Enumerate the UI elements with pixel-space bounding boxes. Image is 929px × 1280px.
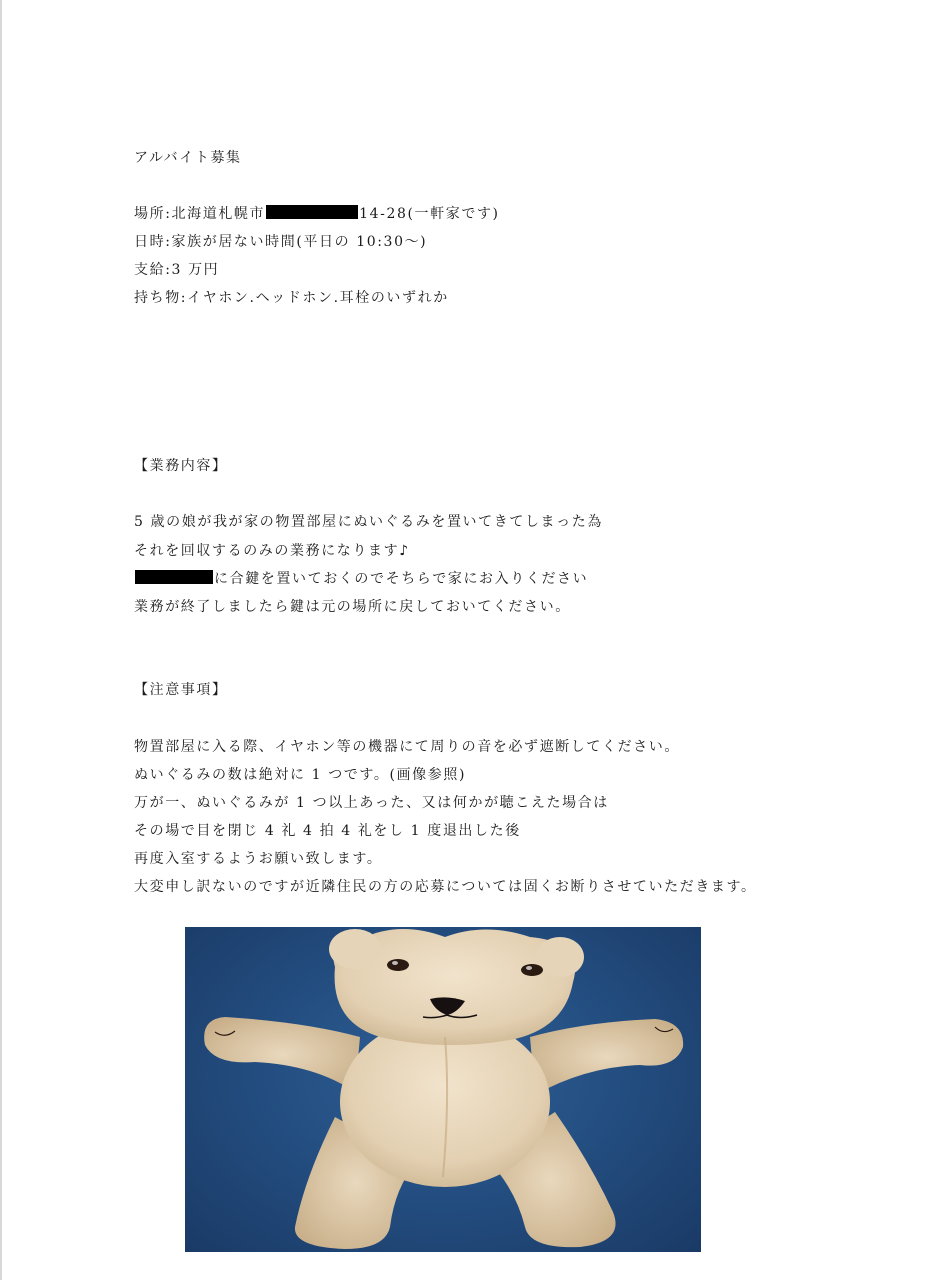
datetime-line: 日時:家族が居ない時間(平日の 10:30〜) xyxy=(134,234,428,250)
place-line xyxy=(134,204,500,224)
work-line-4: 業務が終了しましたら鍵は元の場所に戻しておいてください。 xyxy=(134,599,571,615)
document-title: アルバイト募集 xyxy=(134,150,242,166)
teddy-bear-photo xyxy=(185,927,701,1252)
teddy-bear-illustration xyxy=(185,927,701,1252)
place-suffix: 14-28(一軒家です) xyxy=(359,206,500,222)
notes-heading: 【注意事項】 xyxy=(134,682,228,698)
notes-line-6: 大変申し訳ないのですが近隣住民の方の応募については固くお断りさせていただきます。 xyxy=(134,879,757,895)
notes-line-2: ぬいぐるみの数は絶対に 1 つです。(画像参照) xyxy=(134,767,467,783)
pay-line: 支給:3 万円 xyxy=(134,262,220,278)
work-line-3 xyxy=(134,569,588,589)
redaction-bar xyxy=(135,570,213,584)
notes-line-1: 物置部屋に入る際、イヤホン等の機器にて周りの音を必ず遮断してください。 xyxy=(134,739,680,755)
belongings-line: 持ち物:イヤホン.ヘッドホン.耳栓のいずれか xyxy=(134,290,449,306)
notes-line-5: 再度入室するようお願い致します。 xyxy=(134,851,383,867)
work-line-3-text: に合鍵を置いておくのでそちらで家にお入りください xyxy=(214,571,589,587)
redaction-bar xyxy=(266,205,358,219)
place-prefix: 場所:北海道札幌市 xyxy=(134,206,266,222)
work-line-2: それを回収するのみの業務になります♪ xyxy=(134,543,410,559)
work-heading: 【業務内容】 xyxy=(134,458,228,474)
notes-line-4: その場で目を閉じ 4 礼 4 拍 4 礼をし 1 度退出した後 xyxy=(134,823,521,839)
notes-line-3: 万が一、ぬいぐるみが 1 つ以上あった、又は何かが聴こえた場合は xyxy=(134,795,609,811)
work-line-1: 5 歳の娘が我が家の物置部屋にぬいぐるみを置いてきてしまった為 xyxy=(134,514,603,530)
